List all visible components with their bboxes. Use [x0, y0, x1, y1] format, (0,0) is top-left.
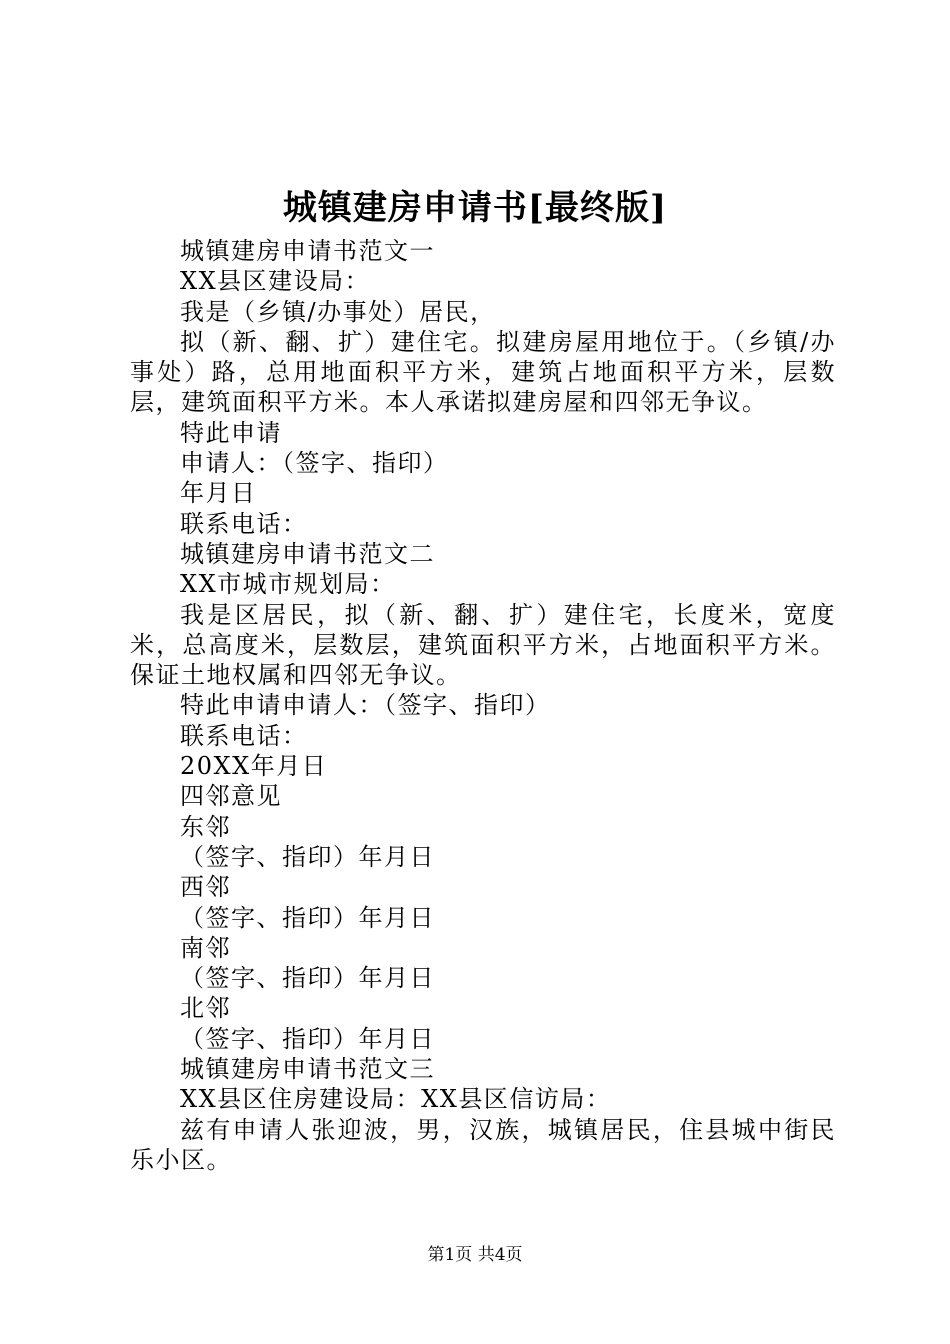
- paragraph: 我是区居民，拟（新、翻、扩）建住宅，长度米，宽度米，总高度米，层数层，建筑面积平方米，占地面积平方米。保证土地权属和四邻无争议。: [130, 600, 836, 690]
- document-title: 城镇建房申请书[最终版]: [282, 188, 668, 228]
- paragraph: XX市城市规划局：: [180, 570, 396, 599]
- paragraph: XX县区住房建设局：XX县区信访局：: [180, 1085, 612, 1114]
- paragraph: 特此申请: [180, 418, 282, 447]
- paragraph: 城镇建房申请书范文二: [180, 539, 435, 568]
- paragraph: 年月日: [180, 479, 257, 508]
- paragraph: 四邻意见: [180, 782, 282, 811]
- paragraph: （签字、指印）年月日: [180, 964, 435, 993]
- paragraph: （签字、指印）年月日: [180, 1024, 435, 1053]
- paragraph: 南邻: [180, 933, 231, 962]
- paragraph: （签字、指印）年月日: [180, 842, 435, 871]
- paragraph: 兹有申请人张迎波，男，汉族，城镇居民，住县城中街民乐小区。: [130, 1115, 836, 1174]
- paragraph: （签字、指印）年月日: [180, 903, 435, 932]
- paragraph: 东邻: [180, 812, 231, 841]
- paragraph: 联系电话：: [180, 509, 308, 538]
- paragraph: 北邻: [180, 994, 231, 1023]
- paragraph: 申请人：（签字、指印）: [180, 449, 449, 478]
- paragraph: 城镇建房申请书范文一: [180, 237, 435, 265]
- page-footer: 第1页 共4页: [427, 1245, 523, 1265]
- paragraph: 20XX年月日: [180, 752, 328, 781]
- paragraph: 联系电话：: [180, 721, 308, 750]
- paragraph: 西邻: [180, 873, 231, 902]
- paragraph: 城镇建房申请书范文三: [180, 1055, 435, 1084]
- paragraph: 特此申请申请人：（签字、指印）: [180, 691, 551, 720]
- paragraph: XX县区建设局：: [180, 267, 371, 296]
- paragraph: 拟（新、翻、扩）建住宅。拟建房屋用地位于。（乡镇/办事处）路，总用地面积平方米，建筑占地面积平方米，层数层，建筑面积平方米。本人承诺拟建房屋和四邻无争议。: [130, 327, 836, 417]
- paragraph: 我是（乡镇/办事处）居民，: [180, 297, 496, 326]
- document-body: [130, 236, 836, 1175]
